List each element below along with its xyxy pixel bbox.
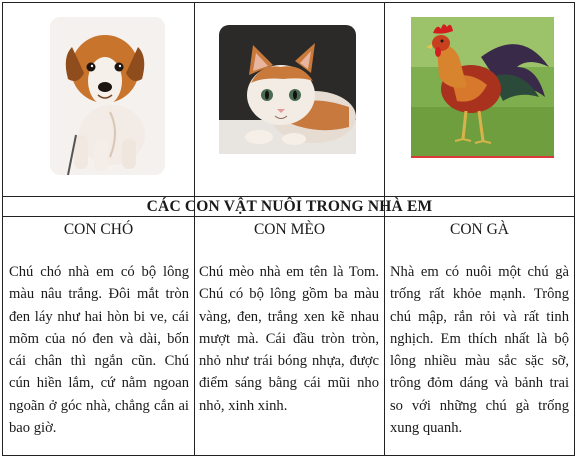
row-divider-title	[3, 216, 574, 217]
table-title: CÁC CON VẬT NUÔI TRONG NHÀ EM	[146, 198, 433, 215]
rooster-photo	[411, 17, 554, 158]
column-header-cat: CON MÈO	[253, 221, 326, 238]
animal-table	[2, 2, 575, 456]
row-divider-photos	[3, 196, 574, 197]
kitten-photo	[219, 25, 356, 154]
column-header-dog: CON CHÓ	[63, 221, 134, 238]
rooster-description: Nhà em có nuôi một chú gà trống rất khỏe mạnh. Trông chú mập, rắn rỏi và rất tinh nghịch. Em thích nhất là bộ lông nhiều màu sắc sặc sỡ, trông đỏm dáng và bảnh trai so với những chú gà trống xung quanh.	[390, 264, 569, 437]
dog-description: Chú chó nhà em có bộ lông màu nâu trắng. Đôi mắt tròn đen láy như hai hòn bi ve, cái mõm của nó đen và dài, bốn cái chân thì ngắn cũn. Chú cún hiền lắm, cứ nằm ngoan ngoãn ở góc nhà, chẳng cắn ai bao giờ.	[9, 264, 189, 437]
cat-description: Chú mèo nhà em tên là Tom. Chú có bộ lông gồm ba màu vàng, đen, trắng xen kẽ nhau mượt mà. Cái đầu tròn tròn, nhỏ như trái bóng nhựa, được điểm sáng bằng cái mũi nho nhỏ, xinh xinh.	[199, 264, 379, 414]
column-header-rooster: CON GÀ	[450, 221, 509, 238]
puppy-photo	[50, 17, 165, 175]
